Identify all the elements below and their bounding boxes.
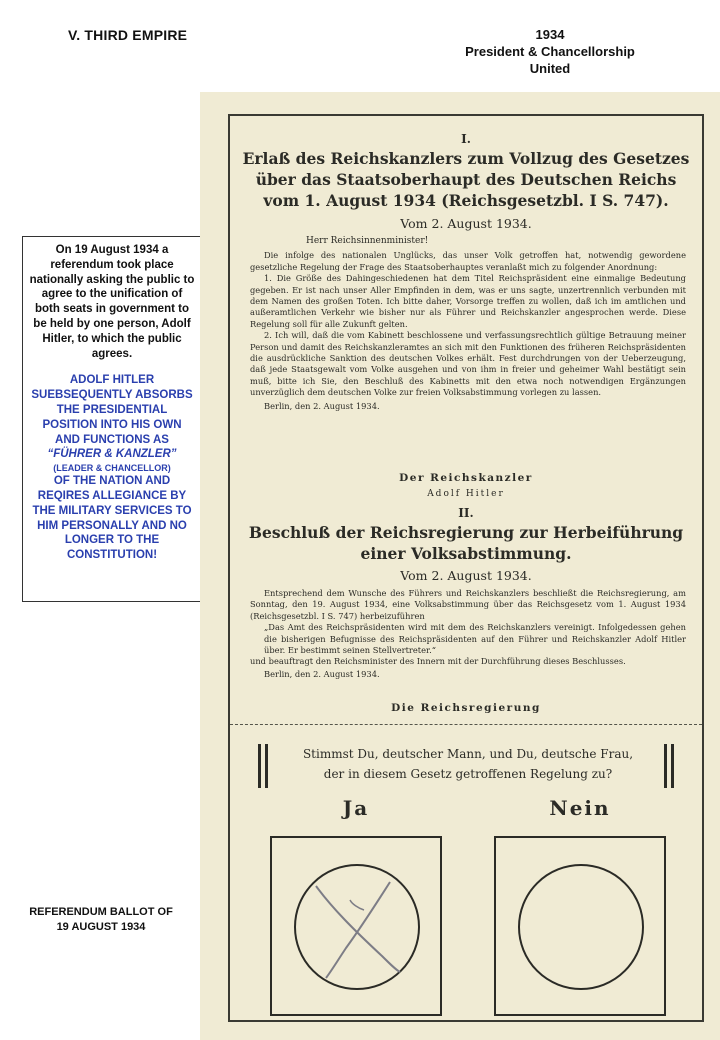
section1-place-date: Berlin, den 2. August 1934. [264,400,380,411]
info-emphasis [29,373,195,563]
left-double-bar [258,744,268,788]
emphasis-part1: ADOLF HITLER SUEBSEQUENTLY ABSORBS THE PRESIDENTIAL POSITION INTO HIS OWN AND FUNCTIONS AS [31,374,193,446]
section1-point1: 1. Die Größe des Dahingeschiedenen hat dem Titel Reichspräsident eine einmalige Bedeutung gegeben. Er ist nach unser Aller Empfinden in dem, was er uns sagte, unzertrennlich verbunden mit dem Namen des großen Toten. Ich bitte daher, Vorsorge treffen zu wollen, daß ich im amtlichen und außeramtlichen Verkehr wie bisher nur als Führer und Reichskanzler angesprochen werde. Diese Regelung soll für alle Zukunft gelten. [250,273,686,329]
info-paragraph: On 19 August 1934 a referendum took place nationally asking the public to agree to the unification of both seats in government to be held by one person, Adolf Hitler, to which the public agrees. [29,244,195,360]
ballot-paper [200,92,720,1040]
signatory-name: Adolf Hitler [427,489,505,499]
section2-body [250,588,686,680]
section1-body [250,236,686,412]
section2-closing: und beauftragt den Reichsminister des Innern mit der Durchführung dieses Beschlusses. [250,656,626,667]
government-signatory: Die Reichsregierung [391,702,541,714]
info-box [22,236,202,602]
section1-date: Vom 2. August 1934. [400,216,532,231]
section2-quote: „Das Amt des Reichspräsidenten wird mit dem des Reichskanzlers vereinigt. Infolgedessen gehen die bisherigen Befugnisse des Reichspräsidenten auf den Führer und Reichskanzler Adolf Hitler über. Er bestimmt seinen Stellvertreter.“ [264,622,686,656]
subtitle-line2: United [529,61,571,76]
section1-title-line2: über das Staatsoberhaupt des Deutschen Reichs [255,170,677,189]
section2-text: Entsprechend dem Wunsche des Führers und Reichskanzlers beschließt die Reichsregierung, am Sonntag, den 19. August 1934, eine Volksabstimmung über das Reichsgesetz vom 1. August 1934 (Reichsgesetzbl. I S. 747) herbeizuführen [250,588,686,621]
yes-label: Ja [342,796,370,820]
section1-intro: Die infolge des nationalen Unglücks, das unser Volk getroffen hat, notwendig gewordene gesetzliche Regelung der Frage des Staatsoberhauptes veranlaßt mich zu folgender Anordnung: [250,250,686,272]
question-line2: der in diesem Gesetz getroffenen Regelung zu? [323,767,613,781]
yes-box[interactable] [270,836,442,1016]
emphasis-title: “FÜHRER & KANZLER” [47,448,177,461]
section1-point2: 2. Ich will, daß die vom Kabinett beschlossene und verfassungsrechtlich gültige Betrauung meiner Person und damit des Reichskanzleramtes an sich mit den Funktionen des früheren Reichspräsidenten die ausdrückliche Sanktion des deutschen Volkes erhält. Fest durchdrungen von der Ueberzeugung, daß jede Staatsgewalt vom Volke ausgehen und von ihm in freier und geheimer Wahl bestätigt sein muß, bitte ich Sie, den Beschluß des Kabinetts mit den etwa noch notwendigen Ergänzungen unverzüglich dem deutschen Volke zur freien Volksabstimmung vorlegen zu lassen. [250,330,686,398]
year: 1934 [535,27,565,42]
ballot-caption [16,905,186,935]
no-circle[interactable] [518,864,644,990]
section1-title [230,148,702,211]
section2-numeral: II. [458,506,474,520]
no-box[interactable] [494,836,666,1016]
question-line1: Stimmst Du, deutscher Mann, und Du, deutsche Frau, [302,747,634,761]
year-header [440,26,660,77]
caption-line2: 19 AUGUST 1934 [56,921,146,933]
referendum-question [270,744,666,784]
section2-title-line2: einer Volksabstimmung. [360,544,572,563]
signatory-title: Der Reichskanzler [399,472,533,484]
section1-title-line1: Erlaß des Reichskanzlers zum Vollzug des Gesetzes [242,149,690,168]
divider [230,724,702,725]
section1-title-line3: vom 1. August 1934 (Reichsgesetzbl. I S. 747). [263,191,669,210]
section1-numeral: I. [461,132,471,146]
section2-place-date: Berlin, den 2. August 1934. [264,668,380,679]
emphasis-part2: OF THE NATION AND REQIRES ALLEGIANCE BY THE MILITARY SERVICES TO HIM PERSONALLY AND NO LONGER TO THE CONSTITUTION! [32,475,192,562]
emphasis-small: (LEADER & CHANCELLOR) [53,463,171,474]
section2-date: Vom 2. August 1934. [400,568,532,583]
section2-title [230,522,702,564]
caption-line1: REFERENDUM BALLOT OF [29,906,173,918]
ballot-border [228,114,704,1022]
subtitle-line1: President & Chancellorship [465,44,635,59]
section2-title-line1: Beschluß der Reichsregierung zur Herbeiführung [248,523,684,542]
no-label: Nein [549,796,611,820]
section-title: V. THIRD EMPIRE [68,27,188,43]
salutation: Herr Reichsinnenminister! [306,236,429,246]
cross-mark-icon [272,838,440,1014]
